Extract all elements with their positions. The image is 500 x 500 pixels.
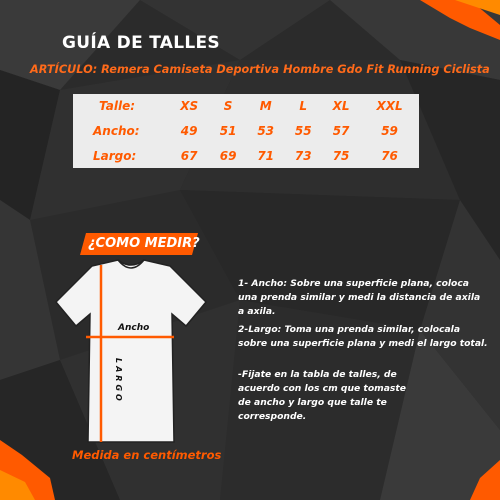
size-xl: XL [332,99,350,114]
size-table [73,94,419,168]
table-cell: 71 [257,148,275,163]
table-cell: 75 [332,148,350,163]
table-cell: 67 [180,148,198,163]
table-cell: 57 [332,123,350,138]
length-label: LARGO [114,358,123,404]
row-label-largo: Largo: [93,148,137,163]
how-to-measure-heading: ¿COMO MEDIR? [88,236,200,251]
width-label: Ancho [118,323,150,333]
table-header-row [73,94,419,119]
size-xxl: XXL [376,99,403,114]
table-cell: 55 [294,123,312,138]
table-row [73,119,419,144]
table-cell: 69 [219,148,237,163]
instruction-table: -Fijate en la tabla de talles, de acuerdo con los cm que tomaste de ancho y largo que talle te corresponde. [238,369,406,422]
table-cell: 53 [257,123,275,138]
table-cell: 51 [219,123,237,138]
row-label-talle: Talle: [99,99,136,114]
table-row [73,143,419,168]
size-m: M [259,99,272,114]
table-cell: 76 [381,148,398,163]
table-cell: 49 [180,123,198,138]
size-xs: XS [180,99,199,114]
tshirt-diagram [46,258,226,448]
table-cell: 73 [294,148,312,163]
article-name: ARTÍCULO: Remera Camiseta Deportiva Hombre Gdo Fit Running Ciclista [30,63,490,76]
units-note: Medida en centímetros [72,448,222,462]
instruction-largo: 2-Largo: Toma una prenda similar, colocala sobre una superficie plana y medi el largo total. [238,324,488,349]
page-title: GUÍA DE TALLES [62,33,220,53]
row-label-ancho: Ancho: [93,123,140,138]
table-cell: 59 [381,123,398,138]
tshirt-icon [46,258,226,448]
size-l: L [299,99,308,114]
instruction-ancho: 1- Ancho: Sobre una superficie plana, coloca una prenda similar y medi la distancia de axila a axila. [238,278,481,317]
size-s: S [223,99,233,114]
